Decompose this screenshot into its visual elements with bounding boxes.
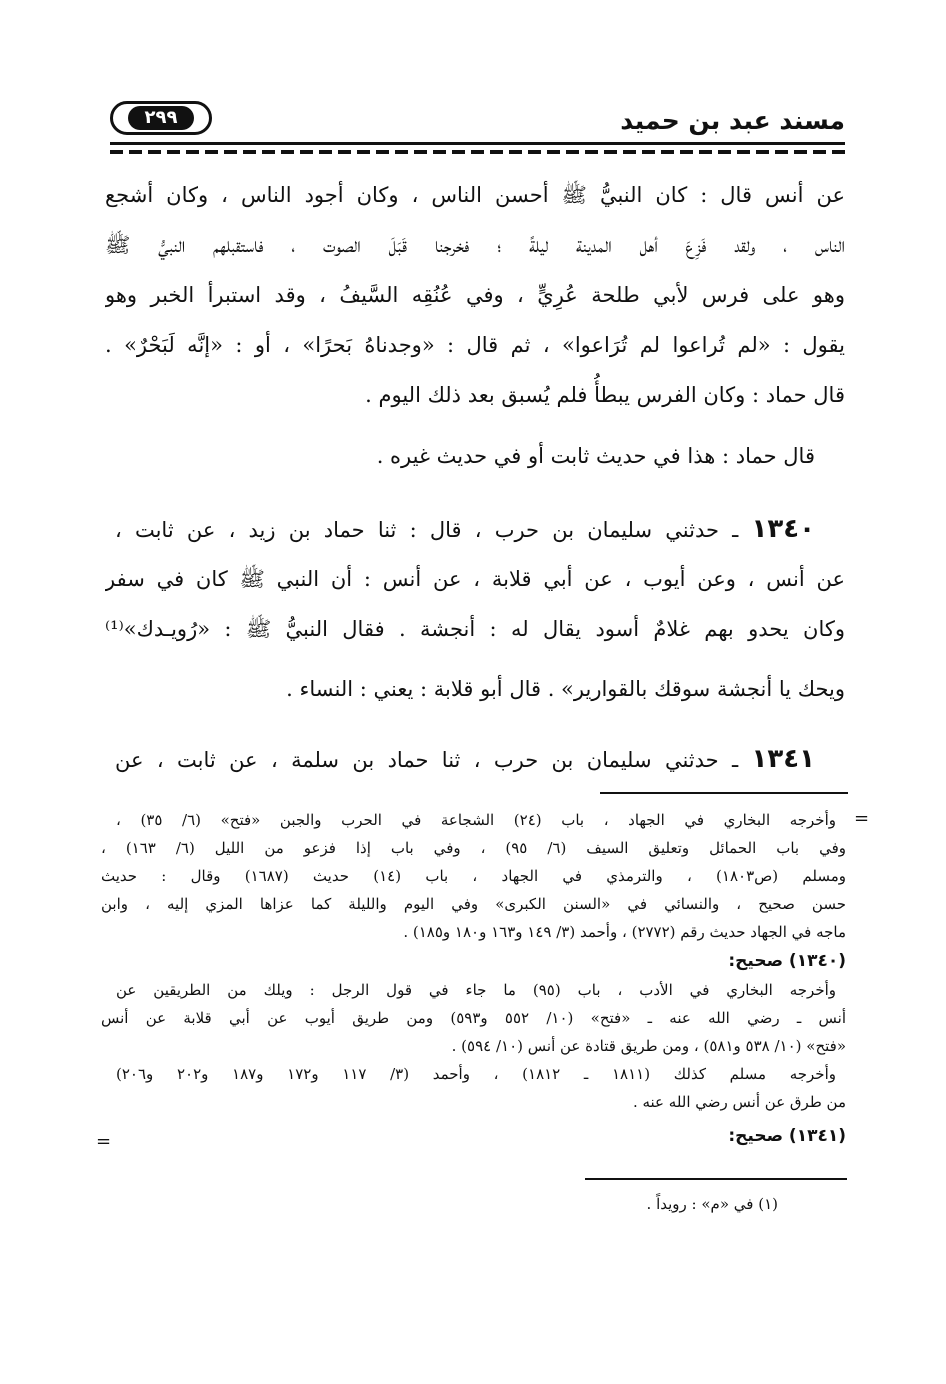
text-line: قال حماد : وكان الفرس يبطأُ فلم يُسبق بعد ذلك اليوم .: [365, 383, 845, 407]
grading-heading-1340: (١٣٤٠) صحيح:: [728, 951, 846, 971]
note-1: (١) في «م» : رويداً .: [646, 1195, 778, 1213]
hadith-1340-text: ـ حدثني سليمان بن حرب ، قال : ثنا حماد بن زيد ، عن ثابت ،: [115, 518, 739, 542]
continuation-mark: =: [854, 808, 870, 829]
header-rule: [110, 142, 845, 145]
page-header: [105, 98, 845, 148]
footnote-line: ماجه في الجهاد حديث رقم (٢٧٧٢) ، وأحمد (٣/ ١٤٩ و١٦٣ و١٨٠ و١٨٥) .: [403, 923, 846, 941]
footnote-line: «فتح» (١٠/ ٥٣٨ و٥٨١) ، ومن طريق قتادة عن أنس (١٠/ ٥٩٤) .: [451, 1037, 846, 1055]
footnote-line: وفي باب الحمائل وتعليق السيف (٦/ ٩٥) ، وفي باب إذا فزعو من الليل (٦/ ١٦٣) ،: [101, 839, 846, 857]
footnote-line: من طرق عن أنس رضي الله عنه .: [632, 1093, 846, 1111]
book-title: مسند عبد بن حميد: [620, 106, 845, 135]
hadith-1341-first-line: [115, 731, 815, 787]
text-line: وهو على فرس لأبي طلحة عُرِيٍّ ، وفي عُنُقِه السَّيفُ ، وقد استبرأ الخبر وهو: [105, 283, 845, 307]
footnote-line: أنس ـ رضي الله عنه ـ «فتح» (١٠/ ٥٥٢ و٥٩٣) ومن طريق أيوب عن أبي قلابة عن أنس: [101, 1009, 846, 1027]
note-separator: [585, 1178, 847, 1180]
text-line: قال حماد : هذا في حديث ثابت أو في حديث غيره .: [376, 444, 815, 468]
text-line: الناس ، ولقد فَزِعَ أهل المدينة ليلةً ؛ فخرجنا قَبَلَ الصوت ، فاستقبلهم النبيُّ ﷺ: [105, 233, 845, 257]
footnote-line: وأخرجه البخاري في الجهاد ، باب (٢٤) الشجاعة في الحرب والجبن «فتح» (٦/ ٣٥) ،: [116, 811, 836, 829]
header-dashed-rule: [110, 150, 845, 154]
page-number: ٢٩٩: [128, 106, 194, 130]
footnote-separator: [600, 792, 848, 794]
continuation-mark-lower: =: [96, 1131, 112, 1152]
text-line: يقول : «لم تُراعوا لم تُرَاعوا» ، ثم قال : «وجدناهُ بَحرًا» ، أو : «إنَّه لَبَحْرٌ» .: [105, 333, 845, 357]
hadith-number-1341: ١٣٤١: [751, 744, 815, 774]
footnote-line: وأخرجه مسلم كذلك (١٨١١ ـ ١٨١٢) ، وأحمد (٣/ ١١٧ و١٧٢ و١٨٧ و٢٠٢ و٢٠٦): [116, 1065, 836, 1083]
hadith-1340-first-line: [115, 501, 815, 557]
footnote-line: وأخرجه البخاري في الأدب ، باب (٩٥) ما جاء في قول الرجل : ويلك من الطريقين عن: [116, 981, 836, 999]
footnote-line: حسن صحيح ، والنسائي في «السنن الكبرى» وفي اليوم والليلة كما عزاها المزي إليه ، وابن: [101, 895, 846, 913]
hadith-number-1340: ١٣٤٠: [751, 514, 815, 544]
text-line: عن أنس قال : كان النبيُّ ﷺ أحسن الناس ، وكان أجود الناس ، وكان أشجع: [105, 183, 845, 207]
footnote-line: ومسلم (ص١٨٠٣) ، والترمذي في الجهاد ، باب (١٤) حديث (١٦٨٧) وقال : حديث: [101, 867, 846, 885]
page-number-badge: [110, 101, 212, 135]
text-line: عن أنس ، وعن أيوب ، عن أبي قلابة ، عن أنس : أن النبي ﷺ كان في سفر: [105, 567, 845, 591]
text-line: وكان يحدو بهم غلامٌ أسود يقال له : أنجشة . فقال النبيُّ ﷺ : «رُويـدك»⁽¹⁾: [105, 617, 845, 641]
grading-heading-1341: (١٣٤١) صحيح:: [728, 1126, 846, 1146]
text-line: ويحك يا أنجشة سوقك بالقوارير» . قال أبو قلابة : يعني : النساء .: [286, 677, 845, 701]
hadith-1341-text: ـ حدثني سليمان بن حرب ، ثنا حماد بن سلمة ، عن ثابت ، عن: [115, 748, 739, 772]
